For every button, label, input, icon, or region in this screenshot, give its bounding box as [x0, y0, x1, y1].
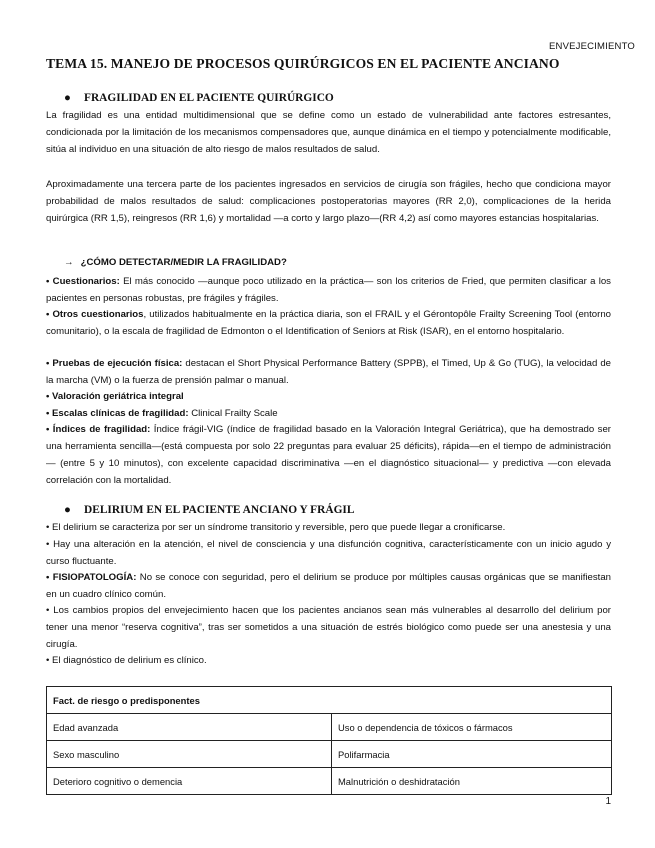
item-text: • El delirium se caracteriza por ser un síndrome transitorio y reversible, pero que puede llegar a cronificarse.: [46, 522, 506, 533]
paragraph: La fragilidad es una entidad multidimensional que se define como un estado de vulnerabilidad ante factores estresantes, condicionada por la limitación de los mecanismos compensadores que, aunque dinámica en el tiempo y potencialmente modificable, sitúa al individuo en una situación de alto riesgo de malos resultados de salud.: [46, 110, 611, 155]
list-item: [46, 405, 611, 422]
page-title: TEMA 15. MANEJO DE PROCESOS QUIRÚRGICOS EN EL PACIENTE ANCIANO: [46, 56, 560, 71]
running-header: ENVEJECIMIENTO: [548, 41, 635, 52]
subsection-heading-text: ¿CÓMO DETECTAR/MEDIR LA FRAGILIDAD?: [80, 257, 287, 268]
table-cell: Polifarmacia: [332, 741, 612, 768]
arrow-right-icon: →: [64, 257, 74, 268]
list-item: [46, 355, 611, 389]
bullet-icon: ●: [64, 92, 71, 104]
section-heading-text: FRAGILIDAD EN EL PACIENTE QUIRÚRGICO: [84, 92, 334, 104]
table-cell: Uso o dependencia de tóxicos o fármacos: [332, 714, 612, 741]
table-row: [47, 714, 612, 741]
table-cell: Malnutrición o deshidratación: [332, 768, 612, 795]
list-item: [46, 536, 611, 570]
item-text: Clinical Frailty Scale: [188, 408, 278, 419]
list-item: [46, 602, 611, 653]
table-cell: Edad avanzada: [47, 714, 332, 741]
item-text: • El diagnóstico de delirium es clínico.: [46, 655, 207, 666]
paragraph: Aproximadamente una tercera parte de los pacientes ingresados en servicios de cirugía son frágiles, hecho que condiciona mayor probabilidad de malos resultados de salud: complicaciones postoperatorias mayores (RR 2,0), complicaciones de la herida quirúrgica (RR 1,5), reingresos (RR 1,6) y mortalidad —a corto y largo plazo—(RR 4,2) así como mayores estancias hospitalarias.: [46, 179, 611, 224]
item-text: , utilizados habitualmente en la práctica diaria, son el FRAIL y el Gérontopôle Frailty Screening Tool (entorno comunitario), o la escala de fragilidad de Edmonton o el Identification of Seniors at Risk (ISAR), en el entorno hospitalario.: [46, 309, 611, 337]
item-label: • Escalas clínicas de fragilidad:: [46, 408, 189, 419]
section-heading-fragilidad: [64, 92, 334, 104]
item-label: • Valoración geriátrica integral: [46, 391, 184, 402]
list-item: [46, 273, 611, 307]
item-label: • FISIOPATOLOGÍA:: [46, 572, 137, 583]
risk-factors-table: [46, 686, 612, 795]
list-item: [46, 519, 611, 536]
item-label: • Índices de fragilidad:: [46, 424, 151, 435]
subsection-heading: [64, 257, 287, 268]
table-header-row: [47, 687, 612, 714]
table-row: [47, 741, 612, 768]
bullet-icon: ●: [64, 504, 71, 516]
table-row: [47, 768, 612, 795]
item-text: • Los cambios propios del envejecimiento hacen que los pacientes ancianos sean más vulnerables al desarrollo del delirium por tener una menor “reserva cognitiva”, tras ser sometidos a una situación de estrés biológico como puede ser una anestesia y una cirugía.: [46, 605, 611, 650]
list-item: [46, 569, 611, 603]
item-label: • Pruebas de ejecución física:: [46, 358, 183, 369]
item-text: destacan el Short Physical Performance Battery (SPPB), el Timed, Up & Go (TUG), la velocidad de la marcha (VM) o la fuerza de prensión palmar o manual.: [46, 358, 611, 386]
page-number: 1: [605, 796, 611, 807]
item-text: Índice frágil-VIG (índice de fragilidad basado en la Valoración Integral Geriátrica), que ha demostrado ser una herramienta sencilla—(está compuesta por solo 22 preguntas para evaluar 25 déficits), rápida—en el tiempo de administración— (entre 5 y 10 minutos), con excelente capacidad discriminativa —en el diagnóstico situacional— y predictiva —con elevada correlación con la mortalidad.: [46, 424, 611, 486]
table-cell: Sexo masculino: [47, 741, 332, 768]
item-text: No se conoce con seguridad, pero el delirium se produce por múltiples causas orgánicas que se manifiestan en un cuadro clínico común.: [46, 572, 612, 600]
table-cell: Deterioro cognitivo o demencia: [47, 768, 332, 795]
item-label: • Otros cuestionarios: [46, 309, 144, 320]
list-item: [46, 306, 611, 340]
section-heading-delirium: [64, 504, 354, 516]
item-label: • Cuestionarios:: [46, 276, 120, 287]
section-heading-text: DELIRIUM EN EL PACIENTE ANCIANO Y FRÁGIL: [84, 504, 355, 516]
list-item: [46, 421, 611, 489]
item-text: • Hay una alteración en la atención, el nivel de consciencia y una disfunción cognitiva, característicamente con un inicio agudo y curso fluctuante.: [46, 539, 611, 567]
list-item: [46, 388, 611, 405]
item-text: El más conocido —aunque poco utilizado en la práctica— son los criterios de Fried, que permiten clasificar a los pacientes en personas robustas, pre frágiles y frágiles.: [46, 276, 611, 304]
table-header-cell: Fact. de riesgo o predisponentes: [47, 687, 612, 714]
list-item: [46, 652, 611, 669]
